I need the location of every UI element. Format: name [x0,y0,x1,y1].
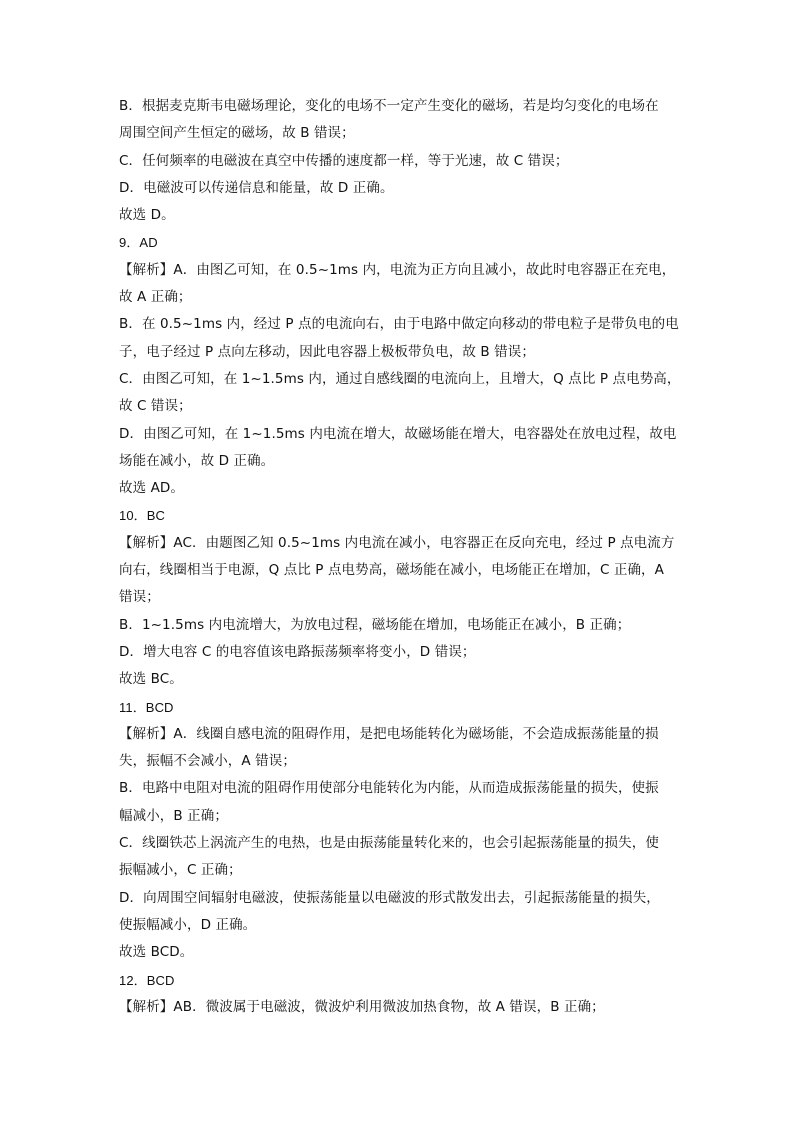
question-answer-heading: 12．BCD [119,972,175,988]
text-line: 子，电子经过 P 点向左移动，因此电容器上极板带负电，故 B 错误； [119,343,535,360]
text-line: 周围空间产生恒定的磁场，故 B 错误； [119,125,355,142]
text-line: D．由图乙可知，在 1~1.5ms 内电流在增大，故磁场能在增大，电容器处在放电过程，故电 [119,425,677,442]
text-line: B．在 0.5~1ms 内，经过 P 点的电流向右，由于电路中做定向移动的带电粒子是带负电的电 [119,316,679,333]
text-line: 失，振幅不会减小，A 错误； [119,753,296,770]
text-line: D．向周围空间辐射电磁波，使振荡能量以电磁波的形式散发出去，引起振荡能量的损失， [119,889,660,906]
text-line: 故选 AD。 [119,480,185,497]
text-line: C．线圈铁芯上涡流产生的电热，也是由振荡能量转化来的，也会引起振荡能量的损失，使 [119,835,659,852]
text-line: 故选 D。 [119,207,175,224]
text-line: C．任何频率的电磁波在真空中传播的速度都一样，等于光速，故 C 错误； [119,152,569,169]
text-line: B．1~1.5ms 内电流增大，为放电过程，磁场能在增加，电场能正在减小，B 正确； [119,616,631,633]
text-line: 故 A 正确； [119,289,192,306]
question-answer-heading: 10．BC [119,508,166,524]
text-line: B．根据麦克斯韦电磁场理论，变化的电场不一定产生变化的磁场，若是均匀变化的电场在 [119,98,659,114]
text-line: 场能在减小，故 D 正确。 [119,452,275,469]
text-line: 振幅减小，C 正确； [119,862,242,879]
text-line: 错误； [119,589,160,606]
question-answer-heading: 11．BCD [119,699,174,715]
text-line: D．电磁波可以传递信息和能量，故 D 正确。 [119,179,394,196]
text-line: 【解析】A．由图乙可知，在 0.5~1ms 内，电流为正方向且减小，故此时电容器正在充电， [119,261,676,278]
text-line: 【解析】A．线圈自感电流的阻碍作用，是把电场能转化为磁场能，不会造成振荡能量的损 [119,725,659,742]
question-answer-heading: 9．AD [119,235,158,251]
text-line: 【解析】AC．由题图乙知 0.5~1ms 内电流在减小，电容器正在反向充电，经过 P 点电流方 [119,534,675,551]
text-line: 向右，线圈相当于电源，Q 点比 P 点电势高，磁场能在减小，电场能正在增加，C 正确，A [119,562,664,579]
text-line: C．由图乙可知，在 1~1.5ms 内，通过自感线圈的电流向上，且增大，Q 点比 P 点电势高， [119,370,681,387]
text-line: D．增大电容 C 的电容值该电路振荡频率将变小，D 错误； [119,643,476,660]
text-line: 故选 BC。 [119,671,183,688]
text-line: 使振幅减小，D 正确。 [119,916,257,933]
text-line: B．电路中电阻对电流的阻碍作用使部分电能转化为内能，从而造成振荡能量的损失，使振 [119,780,659,797]
text-line: 故 C 错误； [119,398,192,415]
answer-explanations [119,93,679,1021]
text-line: 故选 BCD。 [119,944,194,961]
text-line: 幅减小，B 正确； [119,807,228,824]
text-line: 【解析】AB．微波属于电磁波，微波炉利用微波加热食物，故 A 错误，B 正确； [119,998,605,1015]
